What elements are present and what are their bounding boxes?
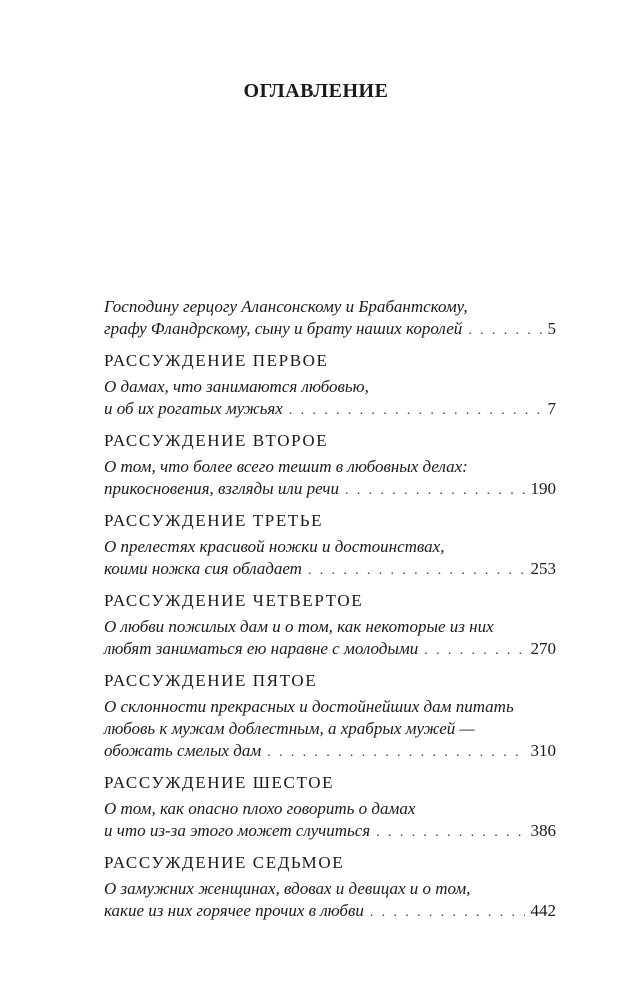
toc-entry-text: обожать смелых дам	[104, 741, 262, 760]
page-number: 386	[530, 821, 556, 840]
toc-entry-text: О том, как опасно плохо говорить о дамах	[104, 799, 416, 818]
toc-section-1	[104, 350, 556, 422]
dot-leader	[267, 742, 524, 764]
toc-entry-line	[104, 798, 556, 820]
toc-section-3	[104, 510, 556, 582]
section-heading: РАССУЖДЕНИЕ ЧЕТВЕРТОЕ	[104, 591, 364, 610]
toc-entry-text: О любви пожилых дам и о том, как некоторые из них	[104, 617, 494, 636]
dot-leader	[376, 822, 524, 844]
toc-entry-line	[104, 616, 556, 638]
toc-entry-line	[104, 296, 556, 318]
section-heading: РАССУЖДЕНИЕ СЕДЬМОЕ	[104, 853, 345, 872]
page-number: 190	[530, 479, 556, 498]
section-heading: РАССУЖДЕНИЕ ВТОРОЕ	[104, 431, 329, 450]
toc-section-2	[104, 430, 556, 502]
toc-entry-line	[104, 456, 556, 478]
toc-entry-text: О том, что более всего тешит в любовных делах:	[104, 457, 468, 476]
toc-section-4	[104, 590, 556, 662]
toc-entry-text: О дамах, что занимаются любовью,	[104, 377, 369, 396]
toc-entry-text: и что из-за этого может случиться	[104, 821, 371, 840]
section-heading: РАССУЖДЕНИЕ ТРЕТЬЕ	[104, 511, 324, 530]
toc-entry-line	[104, 398, 556, 422]
toc-entry-text: О склонности прекрасных и достойнейших дам питать	[104, 697, 514, 716]
toc-entry-text: любят заниматься ею наравне с молодыми	[104, 639, 419, 658]
page-title: ОГЛАВЛЕНИЕ	[243, 80, 389, 102]
toc-entry-line	[104, 376, 556, 398]
toc-section-6	[104, 772, 556, 844]
toc-section-5	[104, 670, 556, 764]
dot-leader	[289, 400, 542, 422]
dot-leader	[424, 640, 524, 662]
section-heading: РАССУЖДЕНИЕ ПЕРВОЕ	[104, 351, 329, 370]
toc-entry-text: О замужних женщинах, вдовах и девицах и о том,	[104, 879, 471, 898]
dot-leader	[468, 320, 541, 342]
toc-entry-text: коими ножка сия обладает	[104, 559, 302, 578]
dot-leader	[370, 902, 525, 924]
toc-entry-line	[104, 820, 556, 844]
toc-entry-line	[104, 740, 556, 764]
page-number: 5	[547, 319, 556, 338]
toc-entry-line	[104, 478, 556, 502]
toc-entry-line	[104, 900, 556, 924]
toc-entry-line	[104, 318, 556, 342]
toc-entry-text: прикосновения, взгляды или речи	[104, 479, 340, 498]
toc-entry-text: Господину герцогу Алансонскому и Брабантскому,	[104, 297, 468, 316]
toc-entry-dedication	[104, 296, 556, 342]
toc-entry-text: и об их рогатых мужьях	[104, 399, 283, 418]
section-heading: РАССУЖДЕНИЕ ШЕСТОЕ	[104, 773, 335, 792]
dot-leader	[308, 560, 525, 582]
table-of-contents	[104, 296, 556, 924]
toc-entry-line	[104, 558, 556, 582]
toc-section-7	[104, 852, 556, 924]
toc-entry-line	[104, 638, 556, 662]
page-number: 270	[530, 639, 556, 658]
toc-entry-text: графу Фландрскому, сыну и брату наших королей	[104, 319, 463, 338]
toc-entry-line	[104, 718, 556, 740]
toc-entry-line	[104, 696, 556, 718]
toc-entry-text: любовь к мужам доблестным, а храбрых мужей —	[104, 719, 475, 738]
toc-entry-text: какие из них горячее прочих в любви	[104, 901, 364, 920]
page-number: 442	[530, 901, 556, 920]
toc-entry-text: О прелестях красивой ножки и достоинствах,	[104, 537, 445, 556]
page-number: 7	[547, 399, 556, 418]
page-number: 253	[530, 559, 556, 578]
toc-entry-line	[104, 878, 556, 900]
toc-entry-line	[104, 536, 556, 558]
section-heading: РАССУЖДЕНИЕ ПЯТОЕ	[104, 671, 318, 690]
page-number: 310	[530, 741, 556, 760]
dot-leader	[345, 480, 524, 502]
